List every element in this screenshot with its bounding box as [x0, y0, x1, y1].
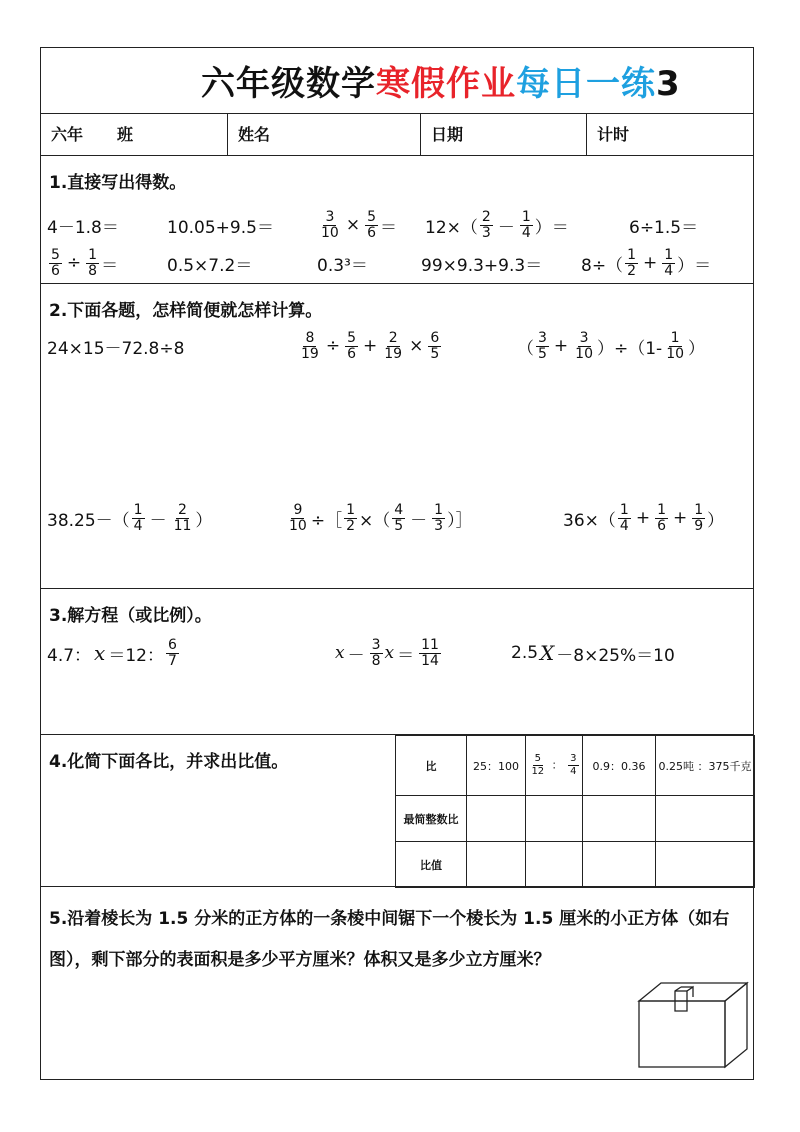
fraction: $\frac{5}{6}$ [51, 246, 60, 279]
q1-a: 4－1.8＝ [47, 217, 119, 238]
notch-line [687, 987, 693, 1001]
name-label: 姓名 [238, 125, 271, 144]
title-part-homework: 寒假作业 [376, 64, 516, 104]
date-field[interactable] [421, 114, 587, 156]
section-2 [41, 284, 753, 589]
section-4-title: 4.化简下面各比，并求出比值。 [49, 752, 289, 772]
ratio-cell-1: 25：100 [467, 736, 526, 796]
fraction: $\frac{3}{10}$ [575, 329, 593, 362]
q1-b: 10.05+9.5＝ [167, 217, 274, 238]
fraction: $\frac{1}{8}$ [88, 246, 98, 279]
answer-cell[interactable] [467, 842, 526, 888]
fraction: $\frac{9}{10}$ [289, 501, 307, 534]
q1-j: 8÷（ $\frac{1}{2}$ + $\frac{1}{4}$ ）＝ [581, 246, 712, 279]
q1-f: $\frac{5}{6}$ ÷ $\frac{1}{8}$ ＝ [51, 246, 119, 279]
ratio-table [395, 735, 755, 888]
class-label: 班 [117, 125, 134, 144]
q3-a: 4.7： x ＝12： $\frac{6}{7}$ [47, 636, 177, 669]
section-1 [41, 156, 753, 284]
q2-f: 36×（ $\frac{1}{4}$ + $\frac{1}{6}$ + $\frac{1}{9}$ ） [563, 501, 725, 534]
answer-cell[interactable] [656, 796, 755, 842]
q5-text: 5.沿着棱长为 1.5 分米的正方体的一条棱中间锯下一个棱长为 1.5 厘米的小正方体（如右图），剩下部分的表面积是多少平方厘米？体积又是多少立方厘米？ [49, 909, 730, 970]
q1-i: 99×9.3+9.3＝ [421, 255, 543, 276]
q1-c: $\frac{3}{10}$ × $\frac{5}{6}$ ＝ [321, 208, 397, 241]
ratio-cell-3: 0.9：0.36 [583, 736, 656, 796]
fraction: $\frac{2}{3}$ [481, 208, 491, 241]
fraction: $\frac{3}{5}$ [538, 329, 547, 362]
worksheet [40, 47, 754, 1080]
class-field[interactable] [41, 114, 228, 156]
row-label-value: 比值 [396, 842, 467, 888]
answer-cell[interactable] [526, 842, 583, 888]
fraction: $\frac{1}{4}$ [521, 208, 531, 241]
q2-d: 38.25－（ $\frac{1}{4}$ － $\frac{2}{11}$ ） [47, 501, 213, 534]
title-part-daily: 每日一练 [516, 64, 656, 104]
fraction: $\frac{1}{10}$ [666, 329, 685, 362]
ratio-cell-4: 0.25吨 ：375千克 [656, 736, 755, 796]
grade-label: 六年 [51, 125, 84, 144]
fraction: $\frac{4}{5}$ [394, 501, 404, 534]
fraction: $\frac{2}{11}$ [173, 501, 192, 534]
q1-d: 12×（ $\frac{2}{3}$ － $\frac{1}{4}$ ）＝ [425, 208, 569, 241]
fraction: $\frac{6}{5}$ [430, 329, 440, 362]
fraction: $\frac{1}{2}$ [627, 246, 636, 279]
section-5 [41, 887, 753, 1081]
row-label-ratio: 比 [396, 736, 467, 796]
q2-b: $\frac{8}{19}$ ÷ $\frac{5}{6}$ + $\frac{2}{19}$ × $\frac{6}{5}$ [301, 329, 440, 362]
fraction: $\frac{3}{10}$ [321, 208, 339, 241]
section-1-title: 1.直接写出得数。 [49, 173, 187, 193]
cube-side-face [725, 983, 747, 1067]
q1-h: 0.3³＝ [317, 255, 368, 276]
table-row [396, 842, 755, 888]
q1-e: 6÷1.5＝ [629, 217, 699, 238]
section-4 [41, 735, 753, 887]
fraction: $\frac{5}{6}$ [347, 329, 356, 362]
answer-cell[interactable] [656, 842, 755, 888]
fraction: $\frac{1}{6}$ [657, 501, 666, 534]
q1-g: 0.5×7.2＝ [167, 255, 253, 276]
q2-a: 24×15－72.8÷8 [47, 338, 185, 359]
title-part-grade: 六年级数学 [201, 64, 376, 104]
answer-cell[interactable] [526, 796, 583, 842]
fraction: $\frac{1}{2}$ [346, 501, 355, 534]
fraction: $\frac{1}{4}$ [133, 501, 143, 534]
notch-line [675, 987, 681, 1001]
name-field[interactable] [228, 114, 421, 156]
fraction: $\frac{2}{19}$ [384, 329, 403, 362]
timer-field[interactable] [587, 114, 755, 156]
timer-label: 计时 [597, 125, 630, 144]
table-row [396, 796, 755, 842]
fraction: $\frac{1}{9}$ [694, 501, 704, 534]
fraction: $\frac{3}{8}$ [371, 636, 381, 669]
info-row [41, 114, 753, 156]
title-row [41, 48, 753, 114]
fraction: $\frac{6}{7}$ [167, 636, 177, 669]
title-part-number: 3 [656, 64, 681, 104]
answer-cell[interactable] [467, 796, 526, 842]
q3-b: x － $\frac{3}{8}$ x ＝ $\frac{11}{14}$ [335, 636, 439, 669]
fraction: $\frac{5}{6}$ [367, 208, 376, 241]
section-3-title: 3.解方程（或比例）。 [49, 606, 212, 626]
ratio-cell-2: $\frac{5}{12}$ ： $\frac{3}{4}$ [526, 736, 583, 796]
answer-cell[interactable] [583, 842, 656, 888]
fraction: $\frac{8}{19}$ [301, 329, 319, 362]
date-label: 日期 [431, 125, 464, 144]
q2-e: $\frac{9}{10}$ ÷［ $\frac{1}{2}$ ×（ $\frac{4}{5}$ － $\frac{1}{3}$ ）］ [289, 501, 473, 534]
notch-line [675, 1001, 687, 1011]
answer-cell[interactable] [583, 796, 656, 842]
table-row [396, 736, 755, 796]
cube-figure [635, 979, 751, 1071]
fraction: $\frac{1}{3}$ [434, 501, 444, 534]
fraction: $\frac{1}{4}$ [664, 246, 674, 279]
q3-c: 2.5 X －8×25%＝10 [511, 641, 675, 666]
row-label-simplest: 最简整数比 [396, 796, 467, 842]
section-2-title: 2.下面各题，怎样简便就怎样计算。 [49, 301, 323, 321]
q2-c: （ $\frac{3}{5}$ + $\frac{3}{10}$ ）÷（1- $\frac{1}{10}$ ） [517, 329, 706, 362]
fraction: $\frac{1}{4}$ [619, 501, 629, 534]
section-3 [41, 589, 753, 735]
fraction: $\frac{11}{14}$ [421, 636, 439, 669]
page-title [201, 56, 681, 105]
